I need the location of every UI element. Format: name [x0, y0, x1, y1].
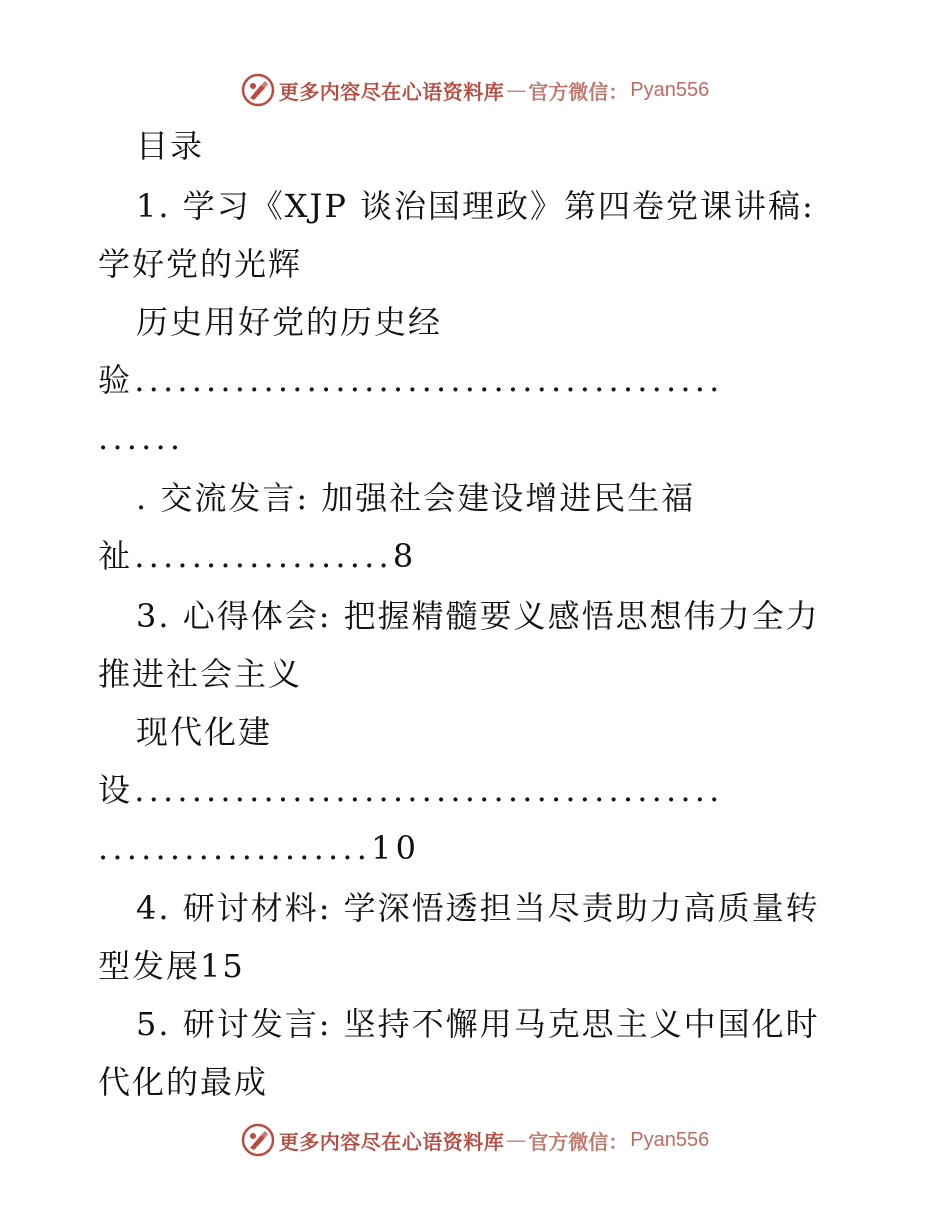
toc-line: 5. 研讨发言: 坚持不懈用马克思主义中国化时: [136, 1005, 820, 1043]
toc-line: 验.........................................: [98, 361, 724, 399]
toc-title: 目录: [136, 127, 205, 165]
pen-logo-icon: [241, 1123, 275, 1157]
footer-banner: [0, 1120, 950, 1160]
banner-dash: —: [506, 78, 527, 102]
toc-line: ......: [98, 419, 185, 457]
banner-wechat-label: 官方微信：: [528, 79, 629, 104]
banner-dash: —: [506, 1128, 527, 1152]
toc-line: 学好党的光辉: [98, 245, 303, 283]
toc-line: 代化的最成: [98, 1063, 269, 1101]
toc-line: 现代化建: [136, 713, 273, 751]
toc-line: 设.........................................: [98, 771, 724, 809]
pen-logo-icon: [241, 73, 275, 107]
toc-line: 1. 学习《XJP 谈治国理政》第四卷党课讲稿:: [136, 187, 815, 225]
toc-line: 历史用好党的历史经: [136, 303, 443, 341]
toc-line: ...................10: [98, 829, 421, 867]
toc-line: 祉..................8: [98, 537, 418, 575]
toc-line: 3. 心得体会: 把握精髓要义感悟思想伟力全力: [136, 597, 820, 635]
banner-wechat-id: Pyan556: [630, 78, 710, 101]
banner-wechat-id: Pyan556: [630, 1128, 710, 1151]
banner-text: 更多内容尽在心语资料库: [278, 1129, 505, 1154]
toc-line: . 交流发言: 加强社会建设增进民生福: [136, 479, 696, 517]
toc-line: 型发展15: [98, 947, 245, 985]
toc-line: 4. 研讨材料: 学深悟透担当尽责助力高质量转: [136, 889, 820, 927]
banner-wechat-label: 官方微信：: [528, 1129, 629, 1154]
banner-text: 更多内容尽在心语资料库: [278, 79, 505, 104]
toc-line: 推进社会主义: [98, 655, 303, 693]
header-banner: [0, 70, 950, 110]
